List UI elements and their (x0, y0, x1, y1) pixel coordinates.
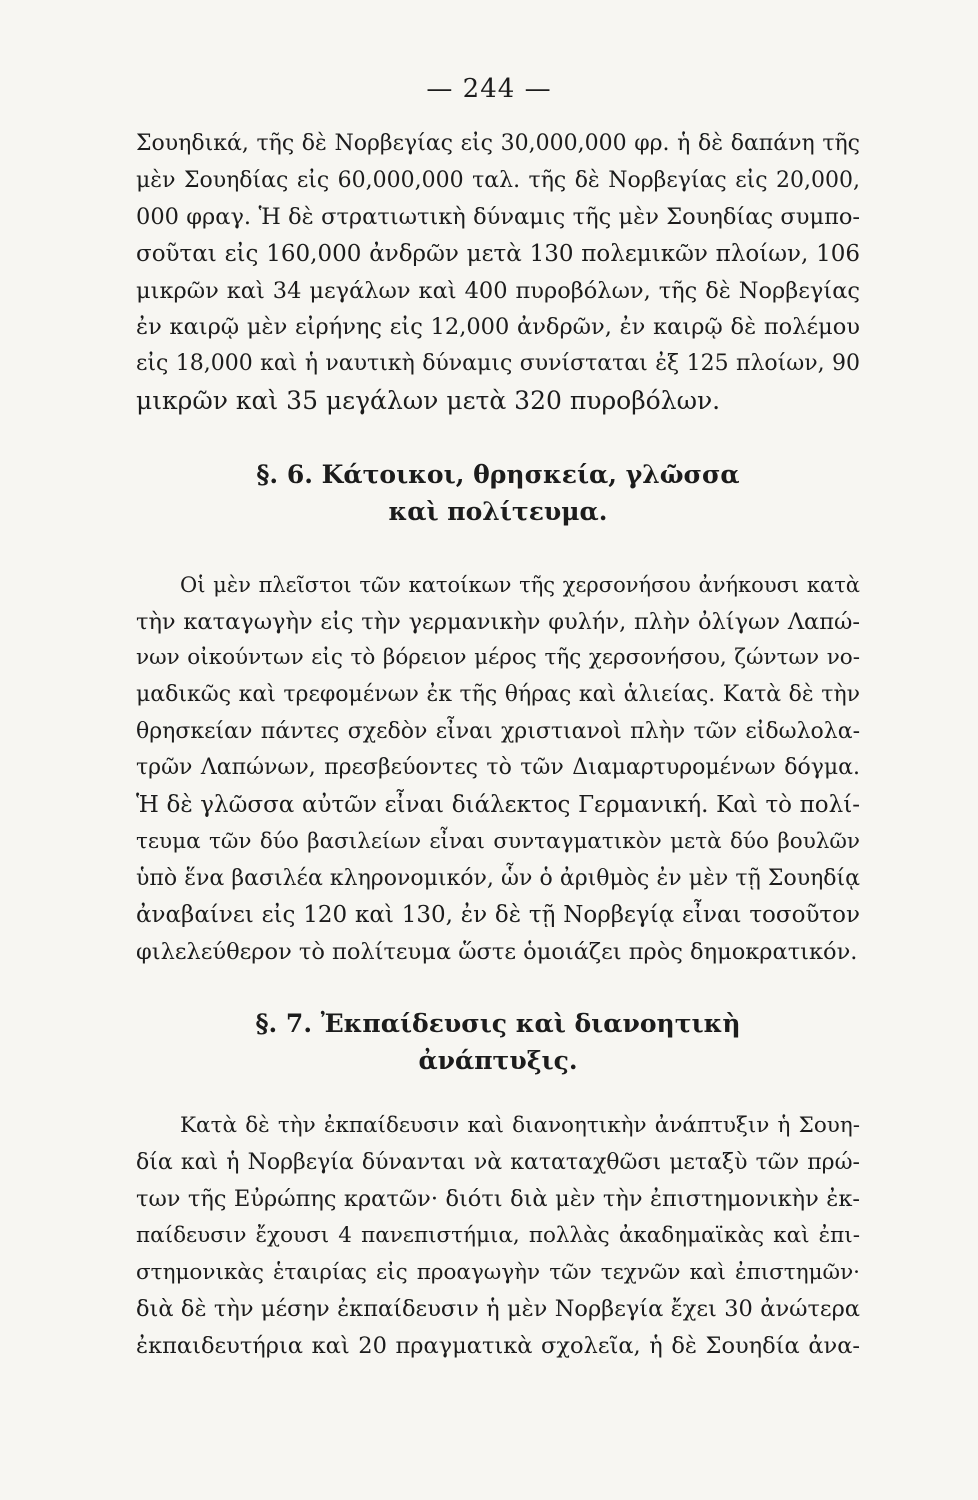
text-line: ἐν καιρῷ μὲν εἰρήνης εἰς 12,000 ἀνδρῶν, ἐν καιρῷ δὲ πολέμου (136, 314, 860, 341)
text-line: ἐκπαιδευτήρια καὶ 20 πραγματικὰ σχολεῖα, ἡ δὲ Σουηδία ἀνα- (136, 1333, 860, 1360)
text-line: σοῦται εἰς 160,000 ἀνδρῶν μετὰ 130 πολεμικῶν πλοίων, 106 (136, 241, 860, 268)
text-line: διὰ δὲ τὴν μέσην ἐκπαίδευσιν ἡ μὲν Νορβεγία ἔχει 30 ἀνώτερα (136, 1296, 860, 1323)
text-line: Σουηδικά, τῆς δὲ Νορβεγίας εἰς 30,000,000 φρ. ἡ δὲ δαπάνη τῆς (136, 131, 860, 156)
text-line: εἰς 18,000 καὶ ἡ ναυτικὴ δύναμις συνίσταται ἐξ 125 πλοίων, 90 (136, 351, 860, 377)
text-line: Ἡ δὲ γλῶσσα αὐτῶν εἶναι διάλεκτος Γερμανική. Καὶ τὸ πολί- (136, 792, 860, 819)
text-line: τρῶν Λαπώνων, πρεσβεύοντες τὸ τῶν Διαμαρτυρομένων δόγμα. (136, 755, 860, 781)
text-line: Οἱ μὲν πλεῖστοι τῶν κατοίκων τῆς χερσονήσου ἀνήκουσι κατὰ (180, 573, 860, 597)
heading-line: καὶ πολίτευμα. (388, 497, 608, 526)
text-line: μὲν Σουηδίας εἰς 60,000,000 ταλ. τῆς δὲ Νορβεγίας εἰς 20,000, (136, 167, 860, 193)
text-line: τὴν καταγωγὴν εἰς τὴν γερμανικὴν φυλήν, πλὴν ὀλίγων Λαπώ- (136, 608, 860, 635)
paragraph-education (136, 1108, 860, 1365)
text-line: μαδικῶς καὶ τρεφομένων ἐκ τῆς θήρας καὶ ἁλιείας. Κατὰ δὲ τὴν (136, 682, 860, 708)
section-6-heading (136, 456, 860, 530)
section-7-heading (136, 1005, 860, 1079)
text-line: τευμα τῶν δύο βασιλείων εἶναι συνταγματικὸν μετὰ δύο βουλῶν (136, 828, 860, 854)
text-line: παίδευσιν ἔχουσι 4 πανεπιστήμια, πολλὰς ἀκαδημαϊκὰς καὶ ἐπι- (136, 1223, 860, 1249)
text-line: φιλελεύθερον τὸ πολίτευμα ὥστε ὁμοιάζει πρὸς δημοκρατικόν. (136, 938, 858, 965)
text-line: νων οἰκούντων εἰς τὸ βόρειον μέρος τῆς χερσονήσου, ζώντων νο- (136, 645, 860, 671)
text-line: ὑπὸ ἕνα βασιλέα κληρονομικόν, ὧν ὁ ἀριθμὸς ἐν μὲν τῇ Σουηδίᾳ (136, 865, 860, 891)
text-line: μικρῶν καὶ 34 μεγάλων καὶ 400 πυροβόλων, τῆς δὲ Νορβεγίας (136, 277, 860, 304)
text-line: 000 φραγ. Ἡ δὲ στρατιωτικὴ δύναμις τῆς μὲν Σουηδίας συμπο- (136, 204, 860, 231)
text-line: μικρῶν καὶ 35 μεγάλων μετὰ 320 πυροβόλων. (136, 385, 721, 415)
text-line: ἀναβαίνει εἰς 120 καὶ 130, ἐν δὲ τῇ Νορβεγίᾳ εἶναι τοσοῦτον (136, 902, 860, 929)
heading-line: §. 7. Ἐκπαίδευσις καὶ διανοητικὴ (255, 1009, 741, 1038)
text-line: των τῆς Εὐρώπης κρατῶν· διότι διὰ μὲν τὴν ἐπιστημονικὴν ἐκ- (136, 1186, 860, 1213)
text-line: δία καὶ ἡ Νορβεγία δύνανται νὰ καταταχθῶσι μεταξὺ τῶν πρώ- (136, 1149, 860, 1175)
heading-line: §. 6. Κάτοικοι, θρησκεία, γλῶσσα (256, 460, 740, 489)
text-line: στημονικὰς ἑταιρίας εἰς προαγωγὴν τῶν τεχνῶν καὶ ἐπιστημῶν· (136, 1259, 860, 1285)
paragraph-military (136, 126, 860, 420)
heading-line: ἀνάπτυξις. (418, 1046, 578, 1075)
page-number: — 244 — (426, 74, 552, 104)
text-line: θρησκείαν πάντες σχεδὸν εἶναι χριστιανοὶ πλὴν τῶν εἰδωλολα- (136, 718, 860, 744)
paragraph-inhabitants (136, 567, 860, 971)
text-line: Κατὰ δὲ τὴν ἐκπαίδευσιν καὶ διανοητικὴν ἀνάπτυξιν ἡ Σουη- (180, 1113, 860, 1138)
